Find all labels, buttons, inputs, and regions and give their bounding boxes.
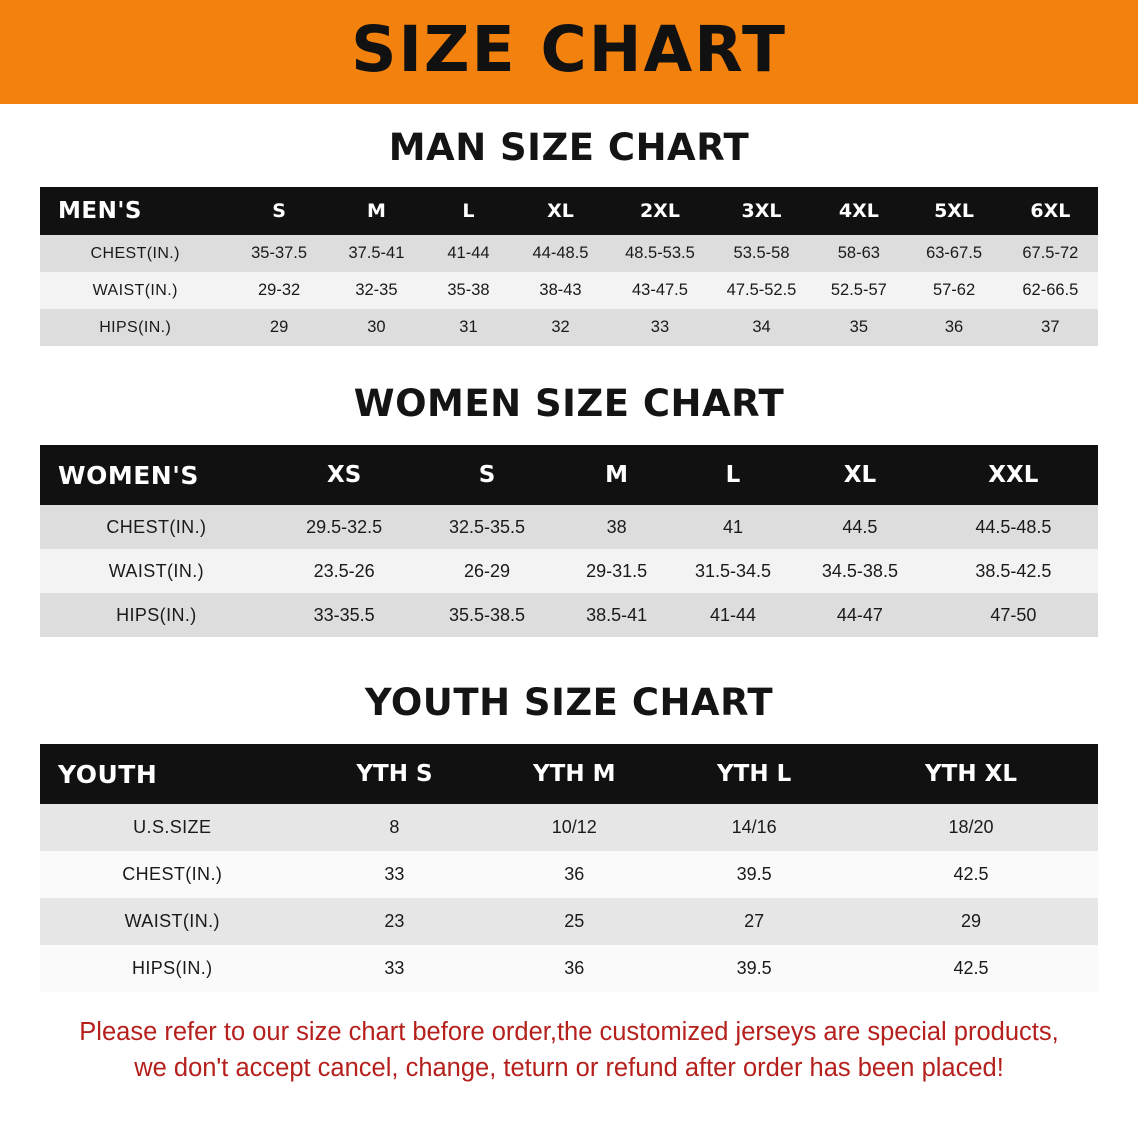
women-row1-cell2: 26-29 xyxy=(463,560,511,581)
women-row2-cell4: 41-44 xyxy=(709,604,756,625)
women-row2-cell2: 35.5-38.5 xyxy=(448,604,526,625)
youth-row2-label: WAIST(IN.) xyxy=(124,911,220,931)
women-header-cell-5: XL xyxy=(843,462,877,488)
man-header-cell-5: 2XL xyxy=(639,200,680,222)
man-header-cell-3: L xyxy=(462,200,475,222)
youth-row0-cell4: 18/20 xyxy=(948,817,994,837)
man-row1-label: WAIST(IN.) xyxy=(92,281,178,299)
man-row1-cell6: 47.5-52.5 xyxy=(726,281,797,299)
women-table-wrap xyxy=(40,445,1098,637)
man-header-cell-0: MEN'S xyxy=(58,198,142,224)
page-banner xyxy=(0,0,1138,104)
youth-header-cell-1: YTH S xyxy=(356,761,433,787)
table-row xyxy=(40,945,1098,992)
man-row2-cell3: 31 xyxy=(459,318,478,336)
man-header-cell-6: 3XL xyxy=(741,200,782,222)
women-header-cell-2: S xyxy=(478,462,496,488)
man-header-cell-2: M xyxy=(366,200,386,222)
man-row2-cell1: 29 xyxy=(269,318,289,336)
man-row0-label: CHEST(IN.) xyxy=(90,244,180,262)
women-row0-cell4: 41 xyxy=(722,516,743,537)
table-row xyxy=(40,505,1098,549)
women-row1-cell5: 34.5-38.5 xyxy=(821,560,898,581)
youth-row1-cell2: 36 xyxy=(564,864,585,884)
women-row0-label: CHEST(IN.) xyxy=(106,516,207,537)
man-row2-cell2: 30 xyxy=(367,318,386,336)
man-row2-label: HIPS(IN.) xyxy=(99,318,172,336)
women-row1-cell1: 23.5-26 xyxy=(313,560,375,581)
women-header-cell-4: L xyxy=(725,462,741,488)
youth-size-table xyxy=(40,744,1098,992)
table-row xyxy=(40,851,1098,898)
man-table-header-row xyxy=(40,187,1098,235)
women-row1-cell6: 38.5-42.5 xyxy=(975,560,1052,581)
youth-row1-cell3: 39.5 xyxy=(736,864,772,884)
table-row xyxy=(40,593,1098,637)
table-row xyxy=(40,804,1098,851)
man-header-cell-4: XL xyxy=(547,200,574,222)
man-row1-cell4: 38-43 xyxy=(539,281,582,299)
youth-row2-cell2: 25 xyxy=(564,911,585,931)
disclaimer-line-2: we don't accept cancel, change, teturn or refund after order has been placed! xyxy=(134,1054,1004,1083)
man-header-cell-1: S xyxy=(272,200,286,222)
man-row2-cell9: 37 xyxy=(1041,318,1060,336)
youth-header-cell-2: YTH M xyxy=(533,761,616,787)
women-row0-cell5: 44.5 xyxy=(842,516,878,537)
women-header-cell-3: M xyxy=(605,462,629,488)
man-row0-cell7: 58-63 xyxy=(837,244,880,262)
man-row1-cell9: 62-66.5 xyxy=(1022,281,1079,299)
man-row1-cell5: 43-47.5 xyxy=(631,281,688,299)
youth-row3-cell3: 39.5 xyxy=(736,958,772,978)
man-header-cell-8: 5XL xyxy=(934,200,975,222)
table-row xyxy=(40,309,1098,346)
youth-row1-cell1: 33 xyxy=(384,864,405,884)
man-section-title: MAN SIZE CHART xyxy=(388,126,750,169)
man-row0-cell6: 53.5-58 xyxy=(733,244,790,262)
women-row2-cell3: 38.5-41 xyxy=(586,604,648,625)
man-row1-cell7: 52.5-57 xyxy=(830,281,887,299)
youth-row0-cell2: 10/12 xyxy=(551,817,597,837)
man-row1-cell1: 29-32 xyxy=(258,281,301,299)
man-row0-cell1: 35-37.5 xyxy=(251,244,308,262)
youth-row2-cell4: 29 xyxy=(961,911,982,931)
women-row2-cell5: 44-47 xyxy=(836,604,883,625)
man-row1-cell8: 57-62 xyxy=(932,281,976,299)
man-row2-cell8: 36 xyxy=(944,318,964,336)
women-row2-cell6: 47-50 xyxy=(990,604,1037,625)
man-table-wrap xyxy=(40,187,1098,346)
man-row2-cell4: 32 xyxy=(551,318,570,336)
women-row1-cell3: 29-31.5 xyxy=(586,560,648,581)
man-row0-cell5: 48.5-53.5 xyxy=(625,244,695,262)
women-row0-cell6: 44.5-48.5 xyxy=(975,516,1052,537)
women-header-cell-6: XXL xyxy=(988,462,1039,488)
man-row1-cell3: 35-38 xyxy=(447,281,490,299)
women-row0-cell1: 29.5-32.5 xyxy=(306,516,383,537)
man-row0-cell3: 41-44 xyxy=(447,244,490,262)
youth-row0-label: U.S.SIZE xyxy=(133,817,212,837)
man-row2-cell6: 34 xyxy=(752,318,771,336)
man-row0-cell8: 63-67.5 xyxy=(926,244,983,262)
women-section-title: WOMEN SIZE CHART xyxy=(353,382,785,425)
youth-header-cell-4: YTH XL xyxy=(925,761,1018,787)
women-row1-label: WAIST(IN.) xyxy=(108,560,205,581)
youth-header-cell-3: YTH L xyxy=(717,761,792,787)
man-header-cell-9: 6XL xyxy=(1030,200,1071,222)
youth-row1-cell4: 42.5 xyxy=(953,864,989,884)
youth-row0-cell3: 14/16 xyxy=(731,817,777,837)
youth-row3-cell2: 36 xyxy=(564,958,585,978)
youth-row2-cell1: 23 xyxy=(384,911,405,931)
table-row xyxy=(40,235,1098,272)
youth-row3-label: HIPS(IN.) xyxy=(131,958,213,978)
table-row xyxy=(40,549,1098,593)
table-row xyxy=(40,898,1098,945)
youth-row2-cell3: 27 xyxy=(744,911,765,931)
disclaimer-note xyxy=(59,1014,1079,1086)
youth-table-header-row xyxy=(40,744,1098,804)
women-row2-label: HIPS(IN.) xyxy=(116,604,197,625)
youth-row0-cell1: 8 xyxy=(389,817,400,837)
women-row0-cell2: 32.5-35.5 xyxy=(448,516,526,537)
women-header-cell-1: XS xyxy=(327,462,362,488)
man-row2-cell5: 33 xyxy=(650,318,670,336)
disclaimer-line-1: Please refer to our size chart before order,the customized jerseys are special products, xyxy=(79,1018,1059,1046)
women-row1-cell4: 31.5-34.5 xyxy=(694,560,771,581)
women-row0-cell3: 38 xyxy=(606,516,627,537)
man-row0-cell9: 67.5-72 xyxy=(1022,244,1079,262)
youth-section-title: YOUTH SIZE CHART xyxy=(364,681,774,724)
youth-table-wrap xyxy=(40,744,1098,992)
women-size-table xyxy=(40,445,1098,637)
man-header-cell-7: 4XL xyxy=(838,200,879,222)
youth-header-cell-0: YOUTH xyxy=(58,759,158,789)
man-row1-cell2: 32-35 xyxy=(355,281,398,299)
man-row0-cell4: 44-48.5 xyxy=(532,244,589,262)
youth-row3-cell1: 33 xyxy=(384,958,405,978)
man-size-table xyxy=(40,187,1098,346)
women-table-header-row xyxy=(40,445,1098,505)
man-row0-cell2: 37.5-41 xyxy=(348,244,405,262)
women-header-cell-0: WOMEN'S xyxy=(58,460,199,490)
women-row2-cell1: 33-35.5 xyxy=(313,604,375,625)
youth-row1-label: CHEST(IN.) xyxy=(122,864,223,884)
table-row xyxy=(40,272,1098,309)
page-title: SIZE CHART xyxy=(351,12,787,86)
man-row2-cell7: 35 xyxy=(849,318,869,336)
youth-row3-cell4: 42.5 xyxy=(953,958,989,978)
